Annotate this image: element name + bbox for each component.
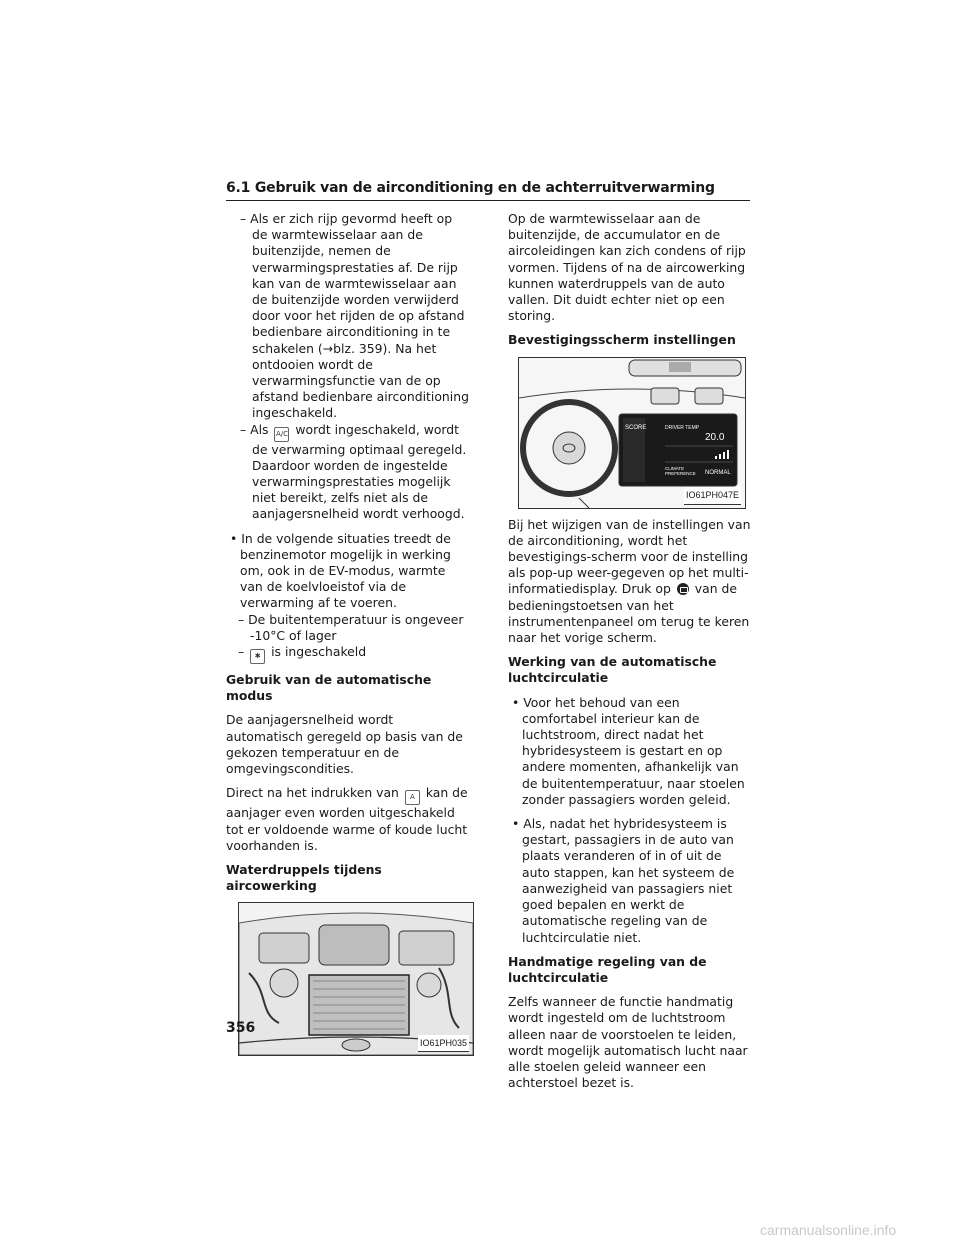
heading-confirm-screen: Bevestigingsscherm instellingen: [508, 332, 736, 348]
bullet-engine-start: • In de volgende situaties treedt de benzinemotor mogelijk in werking om, ook in de EV-modus, warmte van de koelvloeistof via de verwarming af te voeren.: [230, 530, 451, 611]
heading-water-drops: Waterdruppels tijdens aircowerking: [226, 861, 382, 894]
screen-temp-value: 20.0: [705, 431, 725, 443]
dash-text-post: wordt ingeschakeld, wordt de verwarming optimaal geregeld. Daardoor worden de ingestelde verwarmingsprestaties mogelijk niet bereikt, zelfs niet als de aanjagersnelheid wordt verhoogd.: [252, 421, 467, 522]
back-button-icon: [677, 583, 689, 595]
dash-item-mode-button: [226, 422, 470, 523]
header-rule: [226, 200, 750, 201]
para-text-post: kan de aanjager even worden uitgeschakeld tot er voldoende warme of koude lucht voorhanden is.: [226, 785, 468, 853]
watermark: carmanualsonline.info: [760, 1222, 897, 1238]
screen-driver-temp: DRIVER TEMP: [665, 424, 700, 431]
dash-text-pre: – Als: [240, 421, 269, 437]
screen-mode: NORMAL: [705, 469, 731, 476]
fan-mode-icon: ✱: [250, 649, 265, 664]
heading-manual-circulation: Handmatige regeling van de luchtcirculatie: [508, 953, 707, 985]
heading-auto-mode: Gebruik van de automatische modus: [226, 672, 432, 704]
figure-code: IO61PH047E: [684, 487, 741, 504]
sub-item-temperature: – De buitentemperatuur is ongeveer -10°C of lager: [238, 611, 464, 643]
sub-text-pre: –: [238, 644, 245, 660]
dashboard-illustration: [519, 358, 745, 508]
right-column: [508, 211, 752, 1091]
engine-bay-figure: [238, 902, 474, 1056]
ac-mode-icon: A/C: [274, 427, 289, 442]
para-text-pre: Bij het wijzigen van de instellingen van de airconditioning, wordt het bevestigings-scherm voor de instelling als pop-up weer-gegeven op het multi- informatiedisplay. Druk op: [508, 516, 751, 597]
bullet-passengers: • Als, nadat het hybridesysteem is gestart, passagiers in de auto van plaats veranderen of in of uit de auto stappen, kan het systeem de aanwezigheid van passagiers niet goed bepalen en werkt de automatische regeling van de luchtcirculatie niet.: [512, 816, 735, 945]
para-condensation: Op de warmtewisselaar aan de buitenzijde, de accumulator en de aircoleidingen kan zich condens of rijp vormen. Tijdens of na de aircowerking kunnen waterdruppels van de auto vallen. Dit duidt echter niet op een storing.: [508, 211, 746, 324]
sub-text-post: is ingeschakeld: [271, 644, 367, 660]
para-text-post: van de bedieningstoetsen van het instrumentenpaneel om terug te keren naar het vorige scherm.: [508, 581, 750, 646]
figure-code: IO61PH035: [418, 1035, 469, 1052]
dashboard-figure: [518, 357, 746, 509]
section-header: 6.1 Gebruik van de airconditioning en de achterruitverwarming: [226, 180, 715, 196]
para-popup-screen: [508, 517, 752, 647]
bullet-comfort: • Voor het behoud van een comfortabel interieur kan de luchtstroom, direct nadat het hybridesysteem is gestart en op andere momenten, afhankelijk van de buitentemperatuur, naar stoelen zonder passagiers worden geleid.: [512, 694, 745, 807]
left-column: [226, 211, 470, 1056]
para-manual: Zelfs wanneer de functie handmatig wordt ingesteld om de luchtstroom alleen naar de voorstoelen te leiden, wordt mogelijk automatisch lucht naar alle stoelen geleid wanneer een achterstoel bezet is.: [508, 994, 748, 1091]
para-text-pre: Direct na het indrukken van: [226, 785, 399, 801]
heading-auto-circulation: Werking van de automatische luchtcirculatie: [508, 654, 717, 686]
auto-mode-icon: A: [405, 790, 420, 805]
engine-bay-illustration: [239, 903, 473, 1055]
para-auto-fan: De aanjagersnelheid wordt automatisch geregeld op basis van de gekozen temperatuur en de omgevingscondities.: [226, 712, 463, 777]
screen-preference: PREFERENCE: [665, 470, 696, 476]
screen-score: SCORE: [625, 424, 647, 431]
para-direct-press: [226, 785, 470, 854]
sub-item-fan: [226, 644, 470, 664]
screen-climate: CLIMATE: [665, 465, 685, 471]
page-number: 356: [226, 1020, 256, 1036]
dash-item-frost: – Als er zich rijp gevormd heeft op de warmtewisselaar aan de buitenzijde, nemen de verwarmingsprestaties af. De rijp kan van de warmtewisselaar aan de buitenzijde worden verwijderd door voor het rijden de op afstand bedienbare airconditioning in te schakelen (→blz. 359). Na het ontdooien wordt de verwarmingsfunctie van de op afstand bedienbare airconditioning ingeschakeld.: [240, 211, 469, 421]
